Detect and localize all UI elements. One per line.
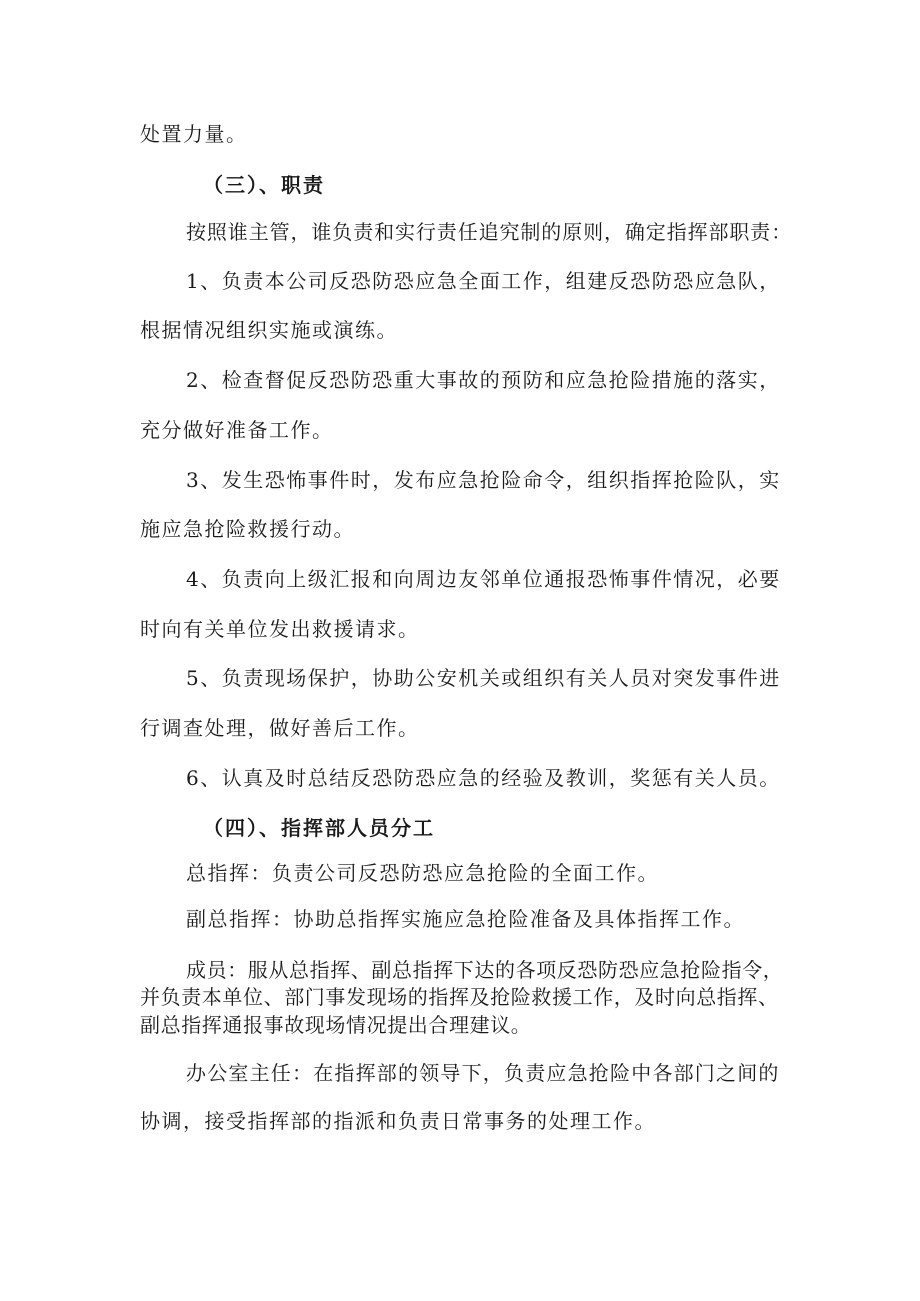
paragraph-line: 施应急抢险救援行动。 xyxy=(140,517,355,541)
paragraph-line: 充分做好准备工作。 xyxy=(140,418,334,442)
paragraph-line: 处置力量。 xyxy=(140,122,248,146)
list-item: 1、负责本公司反恐防恐应急全面工作，组建反恐防恐应急队， xyxy=(186,269,781,293)
list-item: 4、负责向上级汇报和向周边友邻单位通报恐怖事件情况，必要 xyxy=(186,567,781,591)
paragraph-line: 办公室主任：在指挥部的领导下，负责应急抢险中各部门之间的 xyxy=(186,1061,780,1085)
list-item: 5、负责现场保护，协助公安机关或组织有关人员对突发事件进 xyxy=(186,666,781,690)
paragraph-line: 并负责本单位、部门事发现场的指挥及抢险救援工作，及时向总指挥、 xyxy=(140,985,779,1009)
paragraph-line: 行调查处理，做好善后工作。 xyxy=(140,716,420,740)
list-item: 2、检查督促反恐防恐重大事故的预防和应急抢险措施的落实， xyxy=(186,368,781,392)
section-heading: （三）、职责 xyxy=(203,173,325,197)
list-item: 3、发生恐怖事件时，发布应急抢险命令，组织指挥抢险队，实 xyxy=(186,468,781,492)
paragraph-line: 成员：服从总指挥、副总指挥下达的各项反恐防恐应急抢险指令， xyxy=(186,958,784,982)
list-item: 6、认真及时总结反恐防恐应急的经验及教训，奖惩有关人员。 xyxy=(186,766,781,790)
paragraph-line: 根据情况组织实施或演练。 xyxy=(140,318,398,342)
paragraph-line: 按照谁主管，谁负责和实行责任追究制的原则，确定指挥部职责： xyxy=(186,220,793,244)
paragraph-line: 副总指挥通报事故现场情况提出合理建议。 xyxy=(140,1013,532,1037)
paragraph-line: 总指挥：负责公司反恐防恐应急抢险的全面工作。 xyxy=(186,861,659,885)
paragraph-line: 协调，接受指挥部的指派和负责日常事务的处理工作。 xyxy=(140,1109,656,1133)
paragraph-line: 副总指挥：协助总指挥实施应急抢险准备及具体指挥工作。 xyxy=(186,907,745,931)
paragraph-line: 时向有关单位发出救援请求。 xyxy=(140,617,420,641)
section-heading: （四）、指挥部人员分工 xyxy=(203,816,435,840)
